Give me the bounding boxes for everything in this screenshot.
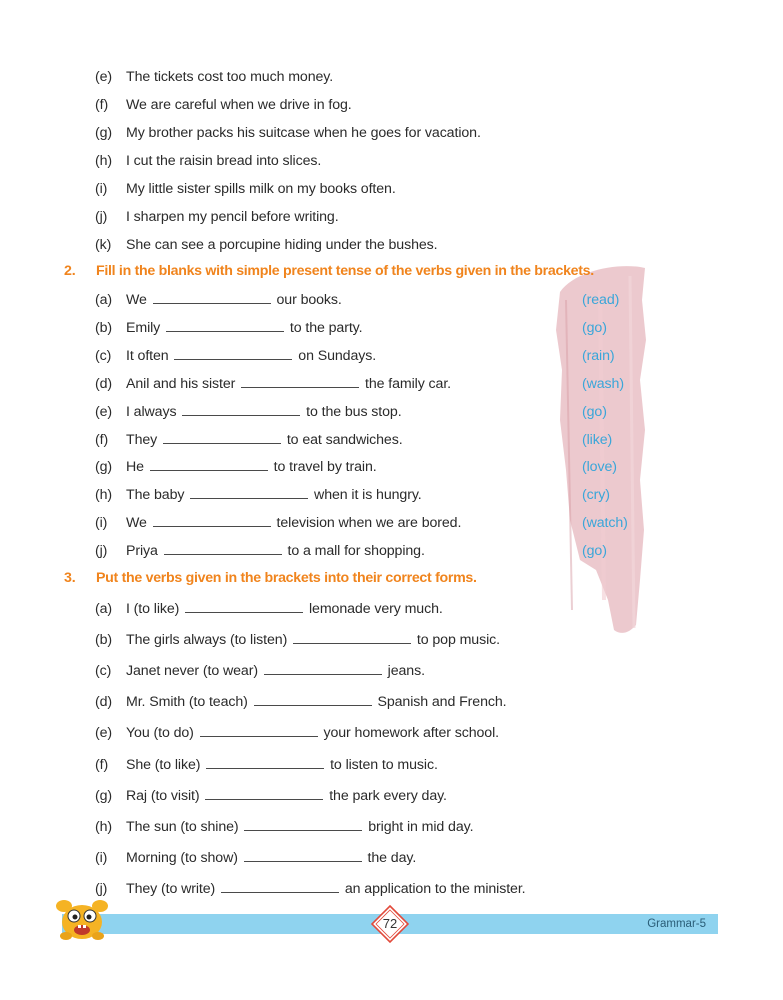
item-sentence: [126, 660, 425, 682]
item-label: (j): [95, 880, 108, 897]
sentence-before-blank: She (to like): [126, 756, 201, 773]
verb-hint: (rain): [582, 347, 615, 364]
item-label: (g): [95, 459, 113, 476]
sentence-before-blank: Morning (to show): [126, 849, 238, 866]
sentence-after-blank: our books.: [276, 292, 342, 308]
exercise-3-number: 3.: [64, 570, 76, 586]
item-label: (a): [95, 292, 113, 308]
sentence-before-blank: It often: [126, 347, 169, 364]
item-sentence: She can see a porcupine hiding under the bushes.: [126, 237, 438, 253]
exercise-2-instruction: Fill in the blanks with simple present tense of the verbs given in the brackets.: [96, 263, 594, 279]
item-sentence: [126, 691, 507, 713]
fill-in-blank[interactable]: [185, 599, 303, 613]
item-sentence: [126, 401, 402, 423]
item-label: (a): [95, 601, 113, 617]
sentence-before-blank: You (to do): [126, 725, 194, 742]
sentence-after-blank: to a mall for shopping.: [287, 543, 425, 560]
sentence-before-blank: Mr. Smith (to teach): [126, 694, 248, 711]
item-label: (h): [95, 818, 113, 835]
item-label: (g): [95, 125, 113, 141]
item-label: (b): [95, 319, 113, 336]
monster-mascot-icon: [52, 892, 112, 942]
item-sentence: [126, 540, 425, 562]
fill-in-blank[interactable]: [200, 723, 318, 737]
item-label: (d): [95, 375, 113, 392]
sentence-before-blank: Emily: [126, 319, 161, 336]
sentence-before-blank: He: [126, 459, 144, 476]
verb-hint: (watch): [582, 515, 628, 532]
item-sentence: [126, 429, 403, 451]
fill-in-blank[interactable]: [264, 661, 382, 675]
sentence-before-blank: Janet never (to wear): [126, 663, 258, 680]
fill-in-blank[interactable]: [190, 485, 308, 499]
verb-hint: (love): [582, 459, 617, 476]
sentence-after-blank: an application to the minister.: [344, 880, 526, 897]
sentence-after-blank: the day.: [367, 849, 417, 866]
sentence-before-blank: We: [126, 515, 147, 532]
item-sentence: [126, 754, 438, 776]
sentence-before-blank: They (to write): [126, 880, 216, 897]
verb-hint: (go): [582, 403, 607, 420]
item-sentence: We are careful when we drive in fog.: [126, 97, 352, 113]
item-label: (e): [95, 69, 113, 85]
item-label: (h): [95, 487, 113, 504]
item-sentence: My brother packs his suitcase when he goes for vacation.: [126, 125, 481, 141]
fill-in-blank[interactable]: [166, 318, 284, 332]
item-label: (g): [95, 787, 113, 804]
item-sentence: [126, 816, 473, 838]
sentence-before-blank: The sun (to shine): [126, 818, 239, 835]
fill-in-blank[interactable]: [221, 879, 339, 893]
item-sentence: [126, 629, 500, 651]
item-label: (h): [95, 153, 113, 169]
exercise-2-number: 2.: [64, 263, 76, 279]
verb-hint: (go): [582, 319, 607, 336]
fill-in-blank[interactable]: [244, 817, 362, 831]
sentence-before-blank: We: [126, 292, 147, 308]
sentence-before-blank: The girls always (to listen): [126, 632, 288, 649]
item-sentence: [126, 484, 422, 506]
fill-in-blank[interactable]: [206, 755, 324, 769]
item-sentence: [126, 878, 526, 900]
verb-hint: (like): [582, 431, 613, 448]
sentence-after-blank: to the bus stop.: [306, 403, 402, 420]
fill-in-blank[interactable]: [164, 541, 282, 555]
verb-hint: (read): [582, 292, 620, 308]
verb-hint: (wash): [582, 375, 624, 392]
item-label: (i): [95, 181, 108, 197]
item-label: (i): [95, 849, 108, 866]
item-label: (f): [95, 756, 109, 773]
sentence-after-blank: on Sundays.: [298, 347, 377, 364]
item-sentence: [126, 345, 376, 367]
item-label: (e): [95, 403, 113, 420]
verb-hint: (cry): [582, 487, 610, 504]
sentence-before-blank: I (to like): [126, 601, 180, 617]
item-label: (k): [95, 237, 112, 253]
item-label: (b): [95, 632, 113, 649]
item-sentence: My little sister spills milk on my books often.: [126, 181, 396, 197]
item-sentence: I sharpen my pencil before writing.: [126, 209, 339, 225]
fill-in-blank[interactable]: [293, 630, 411, 644]
page-number: 72: [382, 916, 398, 931]
item-sentence: [126, 373, 451, 395]
item-label: (j): [95, 543, 108, 560]
sentence-after-blank: the family car.: [364, 375, 452, 392]
fill-in-blank[interactable]: [174, 346, 292, 360]
fill-in-blank[interactable]: [150, 457, 268, 471]
item-sentence: [126, 289, 342, 311]
sentence-after-blank: to listen to music.: [330, 756, 438, 773]
sentence-after-blank: when it is hungry.: [314, 487, 422, 504]
sentence-before-blank: The baby: [126, 487, 185, 504]
item-label: (f): [95, 97, 109, 113]
sentence-after-blank: to the party.: [289, 319, 363, 336]
verb-hint: (go): [582, 543, 607, 560]
fill-in-blank[interactable]: [205, 786, 323, 800]
item-sentence: [126, 847, 416, 869]
sentence-after-blank: bright in mid day.: [368, 818, 474, 835]
fill-in-blank[interactable]: [153, 290, 271, 304]
item-sentence: [126, 512, 461, 534]
sentence-before-blank: Priya: [126, 543, 158, 560]
book-title: Grammar-5: [647, 918, 706, 930]
item-sentence: I cut the raisin bread into slices.: [126, 153, 322, 169]
sentence-before-blank: Raj (to visit): [126, 787, 200, 804]
sentence-after-blank: to pop music.: [416, 632, 500, 649]
item-sentence: [126, 317, 362, 339]
sentence-before-blank: They: [126, 431, 158, 448]
item-label: (i): [95, 515, 108, 532]
fill-in-blank[interactable]: [182, 402, 300, 416]
item-label: (e): [95, 725, 113, 742]
fill-in-blank[interactable]: [244, 848, 362, 862]
sentence-after-blank: jeans.: [387, 663, 425, 680]
fill-in-blank[interactable]: [163, 430, 281, 444]
sentence-after-blank: television when we are bored.: [276, 515, 462, 532]
sentence-before-blank: I always: [126, 403, 177, 420]
item-sentence: [126, 598, 443, 620]
item-sentence: The tickets cost too much money.: [126, 69, 334, 85]
item-sentence: [126, 722, 499, 744]
item-sentence: [126, 785, 447, 807]
fill-in-blank[interactable]: [254, 692, 372, 706]
sentence-after-blank: lemonade very much.: [308, 601, 443, 617]
sentence-after-blank: to travel by train.: [273, 459, 377, 476]
sentence-after-blank: to eat sandwiches.: [286, 431, 403, 448]
item-label: (c): [95, 663, 112, 680]
item-sentence: [126, 456, 377, 478]
sentence-before-blank: Anil and his sister: [126, 375, 236, 392]
item-label: (d): [95, 694, 113, 711]
fill-in-blank[interactable]: [153, 513, 271, 527]
item-label: (f): [95, 431, 109, 448]
sentence-after-blank: Spanish and French.: [377, 694, 507, 711]
sentence-after-blank: the park every day.: [329, 787, 447, 804]
exercise-3-instruction: Put the verbs given in the brackets into their correct forms.: [96, 570, 477, 586]
fill-in-blank[interactable]: [241, 374, 359, 388]
sentence-after-blank: your homework after school.: [323, 725, 499, 742]
item-label: (j): [95, 209, 108, 225]
item-label: (c): [95, 347, 112, 364]
